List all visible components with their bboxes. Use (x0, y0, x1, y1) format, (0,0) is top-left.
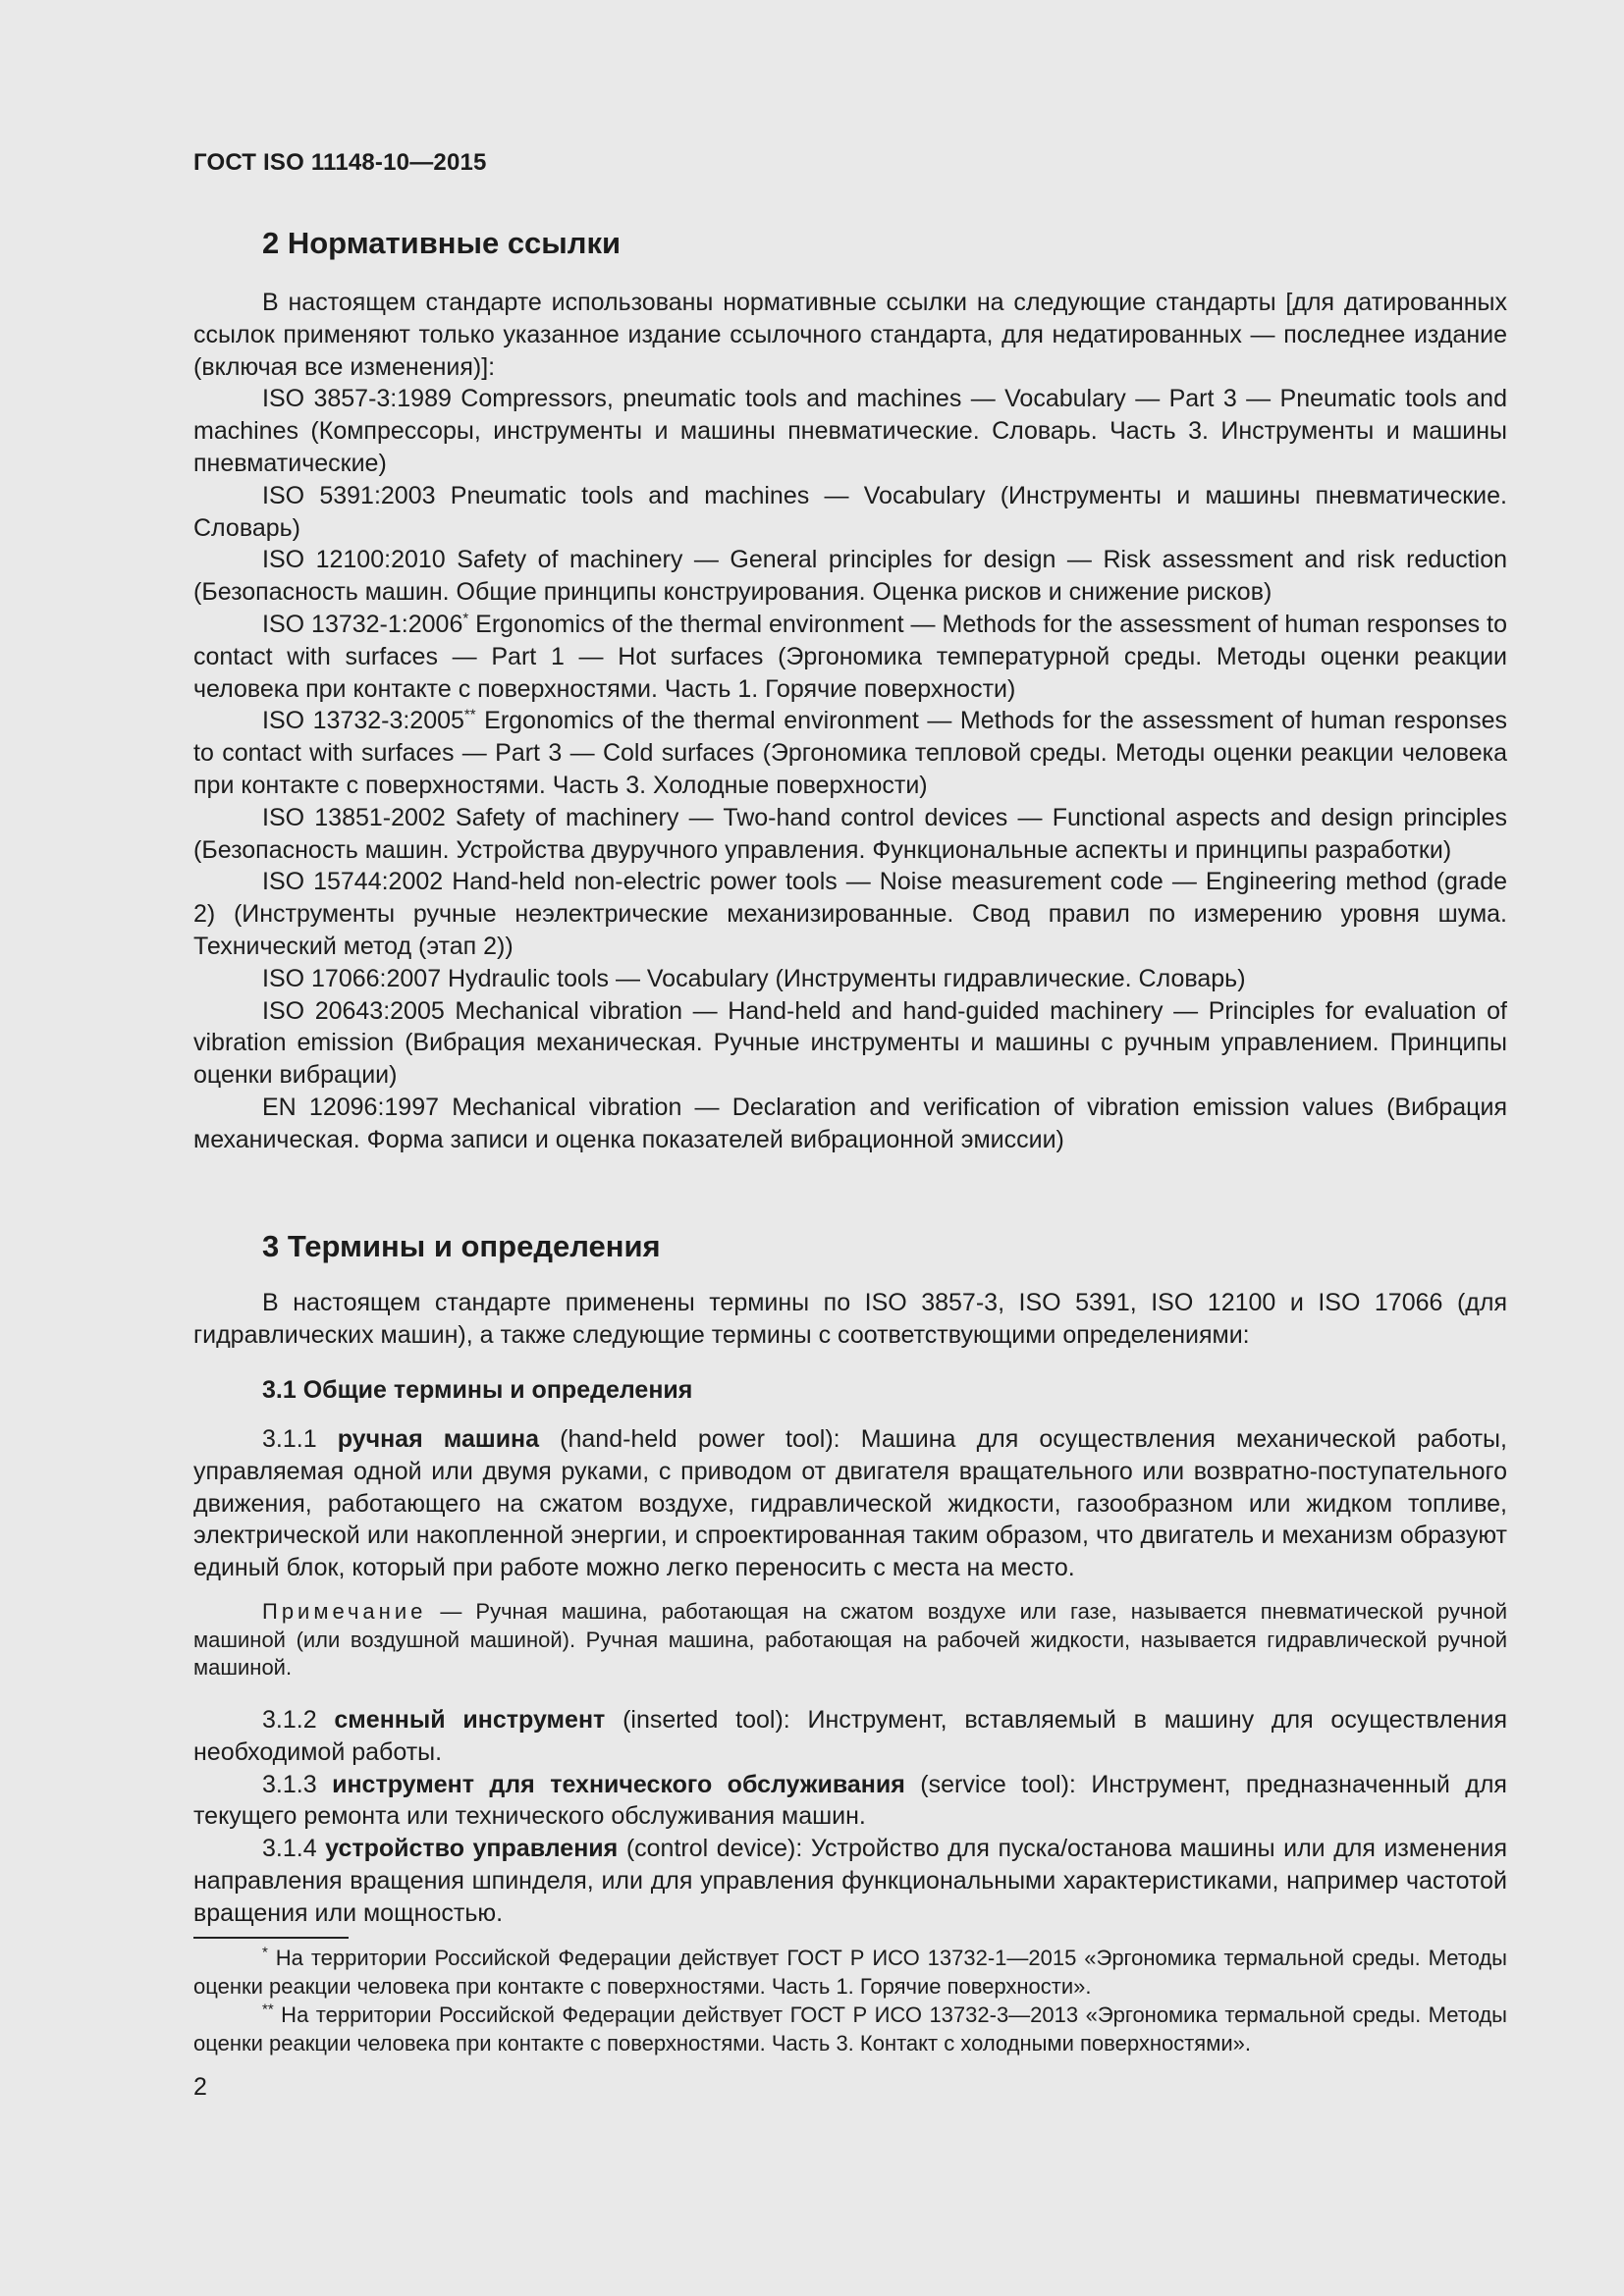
footnote-text: На территории Российской Федерации действует ГОСТ Р ИСО 13732-3—2013 «Эргономика термальной среды. Методы оценки реакции человека при контакте с поверхностями. Часть 3. Контакт с холодными поверхностями». (193, 2002, 1507, 2056)
reference-code: ISO 12100:2010 (262, 546, 446, 574)
term-3-1-1-block (193, 1423, 1507, 1584)
terms-3-1-2-to-4-block (193, 1704, 1507, 1930)
footnote-mark: * (262, 1944, 268, 1961)
reference-item (193, 802, 1507, 867)
term-item (193, 1769, 1507, 1834)
term-name: ручная машина (337, 1425, 540, 1453)
footnote-mark: ** (463, 707, 476, 724)
term-item (193, 1423, 1507, 1584)
footnote-item (193, 2001, 1507, 2057)
section-3-title: 3 Термины и определения (262, 1229, 661, 1263)
reference-item (193, 995, 1507, 1092)
term-number: 3.1.4 (262, 1835, 326, 1863)
section-2-body (193, 287, 1507, 1156)
term-item (193, 1704, 1507, 1769)
page-number: 2 (193, 2073, 207, 2101)
section-2-intro: В настоящем стандарте использованы нормативные ссылки на следующие стандарты [для датированных ссылок применяют только указанное издание ссылочного стандарта, для недатированных — последнее издание (включая все изменения)]: (193, 289, 1507, 381)
term-definition: (service tool): Инструмент, предназначенный для текущего ремонта или технического обслуживания машин. (193, 1770, 1507, 1831)
term-name: устройство управления (325, 1835, 619, 1863)
footnote-text: На территории Российской Федерации действует ГОСТ Р ИСО 13732-1—2015 «Эргономика термальной среды. Методы оценки реакции человека при контакте с поверхностями. Часть 1. Горячие поверхности». (193, 1946, 1507, 1999)
footnote-divider (193, 1937, 349, 1939)
reference-text: Ergonomics of the thermal environment — Methods for the assessment of human responses to contact with surfaces — Part 1 — Hot surfaces (Эргономика температурной среды. Методы оценки реакции человека при контакте с поверхностями. Часть 1. Горячие поверхности) (193, 610, 1507, 703)
reference-code: ISO 13851-2002 (262, 803, 446, 831)
reference-item (193, 1092, 1507, 1156)
section-3-intro: В настоящем стандарте применены термины по ISO 3857-3, ISO 5391, ISO 12100 и ISO 17066 (для гидравлических машин), а также следующие термины с соответствующими определениями: (193, 1289, 1507, 1349)
reference-code: ISO 20643:2005 (262, 996, 445, 1025)
term-number: 3.1.3 (262, 1770, 333, 1798)
term-definition: (inserted tool): Инструмент, вставляемый в машину для осуществления необходимой работы. (193, 1706, 1507, 1766)
footnotes (193, 1944, 1507, 2057)
reference-text: Hydraulic tools — Vocabulary (Инструменты гидравлические. Словарь) (441, 964, 1246, 992)
section-3-intro-block (193, 1287, 1507, 1352)
reference-item (193, 480, 1507, 545)
reference-code: ISO 17066:2007 (262, 964, 442, 992)
reference-text: Ergonomics of the thermal environment — Methods for the assessment of human responses to contact with surfaces — Part 3 — Cold surfaces (Эргономика тепловой среды. Методы оценки реакции человека при контакте с поверхностями. Часть 3. Холодные поверхности) (193, 707, 1507, 799)
term-name: сменный инструмент (334, 1706, 606, 1734)
reference-code: ISO 5391:2003 (262, 481, 436, 509)
reference-item (193, 609, 1507, 705)
note-label: Примечание (262, 1599, 427, 1624)
note-text: — Ручная машина, работающая на сжатом воздухе или газе, называется пневматической ручной машиной (или воздушной машиной). Ручная машина, работающая на рабочей жидкости, называется гидравлической ручной машиной. (193, 1599, 1507, 1680)
reference-item (193, 866, 1507, 962)
reference-code: ISO 3857-3:1989 (262, 385, 452, 413)
reference-text: Compressors, pneumatic tools and machines — Vocabulary — Part 3 — Pneumatic tools and machines (Компрессоры, инструменты и машины пневматические. Словарь. Часть 3. Инструменты и машины пневматические) (193, 385, 1507, 477)
reference-text: Hand-held non-electric power tools — Noise measurement code — Engineering method (grade 2) (Инструменты ручные неэлектрические механизированные. Свод правил по измерению уровня шума. Технический метод (этап 2)) (193, 868, 1507, 960)
reference-item (193, 383, 1507, 479)
term-number: 3.1.2 (262, 1706, 335, 1734)
reference-text: Pneumatic tools and machines — Vocabulary (Инструменты и машины пневматические. Словарь) (193, 481, 1507, 542)
reference-item (193, 963, 1507, 995)
reference-text: Safety of machinery — Two-hand control devices — Functional aspects and design principles (Безопасность машин. Устройства двуручного управления. Функциональные аспекты и принципы разработки) (193, 803, 1507, 864)
reference-text: Safety of machinery — General principles for design — Risk assessment and risk reduction (Безопасность машин. Общие принципы конструирования. Оценка рисков и снижение рисков) (193, 546, 1507, 607)
note-block (193, 1598, 1507, 1682)
reference-item (193, 705, 1507, 801)
reference-text: Mechanical vibration — Hand-held and hand-guided machinery — Principles for evaluation of vibration emission (Вибрация механическая. Ручные инструменты и машины с ручным управлением. Принципы оценки вибрации) (193, 996, 1508, 1090)
subsection-3-1-title: 3.1 Общие термины и определения (262, 1376, 693, 1404)
term-definition: (hand-held power tool): Машина для осуществления механической работы, управляемая одной или двумя руками, с приводом от двигателя вращательного или возвратно-поступательного движения, работающего на сжатом воздухе, гидравлической жидкости, газообразном или жидком топливе, электрической или накопленной энергии, и спроектированная таким образом, что двигатель и механизм образуют единый блок, который при работе можно легко переносить с места на место. (193, 1425, 1507, 1582)
reference-code: EN 12096:1997 (262, 1093, 440, 1121)
reference-code: ISO 15744:2002 (262, 868, 444, 896)
document-header: ГОСТ ISO 11148-10—2015 (193, 149, 487, 176)
term-number: 3.1.1 (262, 1425, 338, 1453)
section-2-title: 2 Нормативные ссылки (262, 226, 622, 260)
footnote-item (193, 1944, 1507, 2001)
term-item (193, 1833, 1507, 1929)
note (193, 1598, 1507, 1682)
reference-code: ISO 13732-1:2006 (262, 610, 463, 638)
term-name: инструмент для технического обслуживания (332, 1770, 905, 1798)
reference-item (193, 544, 1507, 609)
term-definition: (control device): Устройство для пуска/останова машины или для изменения направления вращения шпинделя, или для управления функциональными характеристиками, например частотой вращения или мощностью. (193, 1835, 1507, 1927)
footnote-mark: ** (262, 2001, 274, 2018)
footnote-mark: * (462, 610, 469, 627)
reference-code: ISO 13732-3:2005 (262, 707, 464, 735)
reference-text: Mechanical vibration — Declaration and verification of vibration emission values (Вибрация механическая. Форма записи и оценка показателей вибрационной эмиссии) (193, 1093, 1507, 1153)
